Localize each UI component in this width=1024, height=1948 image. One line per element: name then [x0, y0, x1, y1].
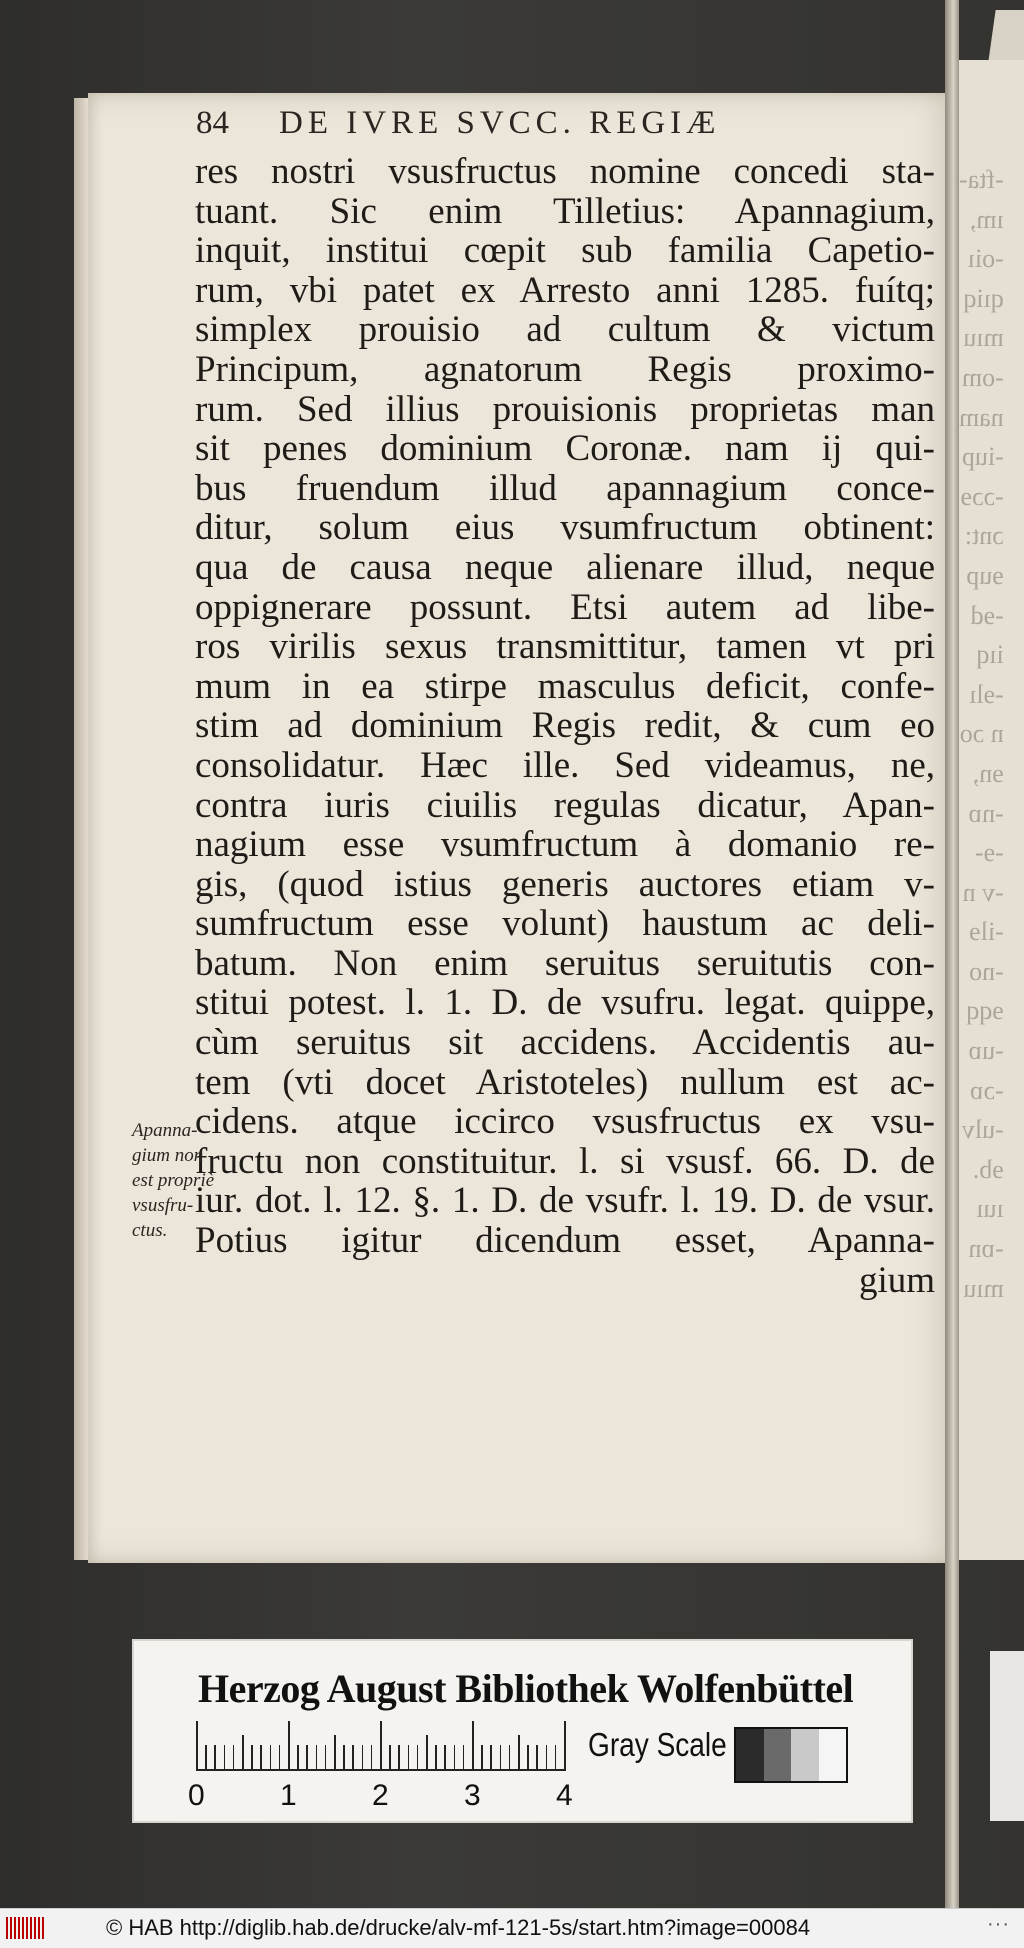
ruler-number: 3	[464, 1779, 481, 1812]
facing-page-fragment: -ɘlı	[969, 679, 1004, 709]
ruler-tick	[518, 1735, 520, 1771]
hab-logo-icon	[6, 1917, 46, 1939]
text-line: Potius igitur dicendum esset, Apanna-	[195, 1220, 935, 1262]
ruler-tick	[527, 1745, 529, 1771]
ruler-tick	[389, 1745, 391, 1771]
ruler-tick	[555, 1745, 557, 1771]
facing-page-fragment: nam	[959, 402, 1004, 432]
ruler-tick	[490, 1745, 492, 1771]
ruler-tick	[214, 1745, 216, 1771]
ruler-number: 4	[556, 1779, 573, 1812]
colorbar-title: Herzog August Bibliothek Wolfenbüttel	[198, 1666, 854, 1711]
ruler-tick	[371, 1745, 373, 1771]
ruler-tick	[509, 1745, 511, 1771]
facing-page-text	[959, 160, 1010, 1308]
page-edge	[74, 98, 88, 1560]
ruler-tick	[297, 1745, 299, 1771]
ruler-tick	[352, 1745, 354, 1771]
ruler-tick	[444, 1745, 446, 1771]
facing-page-fragment: -ulv	[961, 1115, 1004, 1145]
facing-page-fragment: ıuı	[976, 1194, 1004, 1224]
text-line: inquit, institui cœpit sub familia Capetio-	[195, 230, 935, 272]
facing-page-fragment: -uɒ	[968, 1036, 1004, 1066]
page-number: 84	[196, 105, 229, 141]
facing-page-fragment: -ɘd	[970, 600, 1004, 630]
facing-colorbar-edge	[990, 1651, 1024, 1821]
text-line: sit penes dominium Coronæ. nam ij qui-	[195, 428, 935, 470]
more-options-icon[interactable]: ···	[987, 1913, 1010, 1935]
ruler-tick	[564, 1721, 566, 1771]
facing-page-fragment: -v n	[962, 877, 1004, 907]
facing-page-fragment: -fta-	[959, 165, 1004, 194]
text-line: iur. dot. l. 12. §. 1. D. de vsufr. l. 19. D. de vsur.	[195, 1180, 935, 1222]
ruler-number: 1	[280, 1779, 297, 1812]
grayscale-swatch	[791, 1729, 819, 1781]
facing-page-fragment: -no	[969, 956, 1004, 986]
grayscale-swatch	[764, 1729, 792, 1781]
text-line: rum, vbi patet ex Arresto anni 1285. fuítq;	[195, 269, 935, 311]
facing-page-fragment: iıq	[976, 640, 1004, 670]
ruler-tick	[481, 1745, 483, 1771]
text-line: stitui potest. l. 1. D. de vsufru. legat. quippe,	[195, 982, 935, 1024]
grayscale-label: Gray Scale	[588, 1726, 727, 1763]
facing-page-fragment: -ilɘ	[969, 917, 1004, 947]
marginal-note-line: gium non	[132, 1145, 204, 1166]
text-line: Principum, agnatorum Regis proximo-	[195, 348, 935, 390]
facing-page-fragment: ɘup	[966, 560, 1004, 590]
ruler-tick	[196, 1721, 198, 1771]
text-line: sumfructum esse volunt) haustum ac deli-	[195, 903, 935, 945]
facing-page-fragment: ım,	[969, 204, 1004, 234]
ruler-number: 0	[188, 1779, 205, 1812]
text-line: nagium esse vsumfructum à domanio re-	[195, 824, 935, 866]
text-line: stim ad dominium Regis redit, & cum eo	[195, 705, 935, 747]
text-line: cidens. atque iccirco vsusfructus ex vsu-	[195, 1101, 935, 1143]
ruler-tick	[306, 1745, 308, 1771]
ruler-tick	[500, 1745, 502, 1771]
facing-page-fragment: -iup	[961, 442, 1004, 472]
ruler-tick	[251, 1745, 253, 1771]
ruler-tick	[205, 1745, 207, 1771]
facing-page-fragment: ɘb.	[972, 1154, 1004, 1184]
ruler-tick	[380, 1721, 382, 1771]
text-line: tuant. Sic enim Tilletius: Apannagium,	[195, 190, 935, 232]
marginal-note-line: ctus.	[132, 1220, 168, 1241]
text-line: batum. Non enim seruitus seruitutis con-	[195, 942, 935, 984]
ruler-scale	[188, 1721, 573, 1812]
body-text	[195, 152, 935, 1300]
running-head	[196, 105, 721, 142]
facing-page-fragment: -ɘ-	[974, 838, 1004, 868]
grayscale-swatches	[734, 1727, 848, 1783]
text-line: cùm seruitus sit accidens. Accidentis au-	[195, 1022, 935, 1064]
ruler-tick	[472, 1721, 474, 1771]
ruler-number: 2	[372, 1779, 389, 1812]
ruler-tick	[224, 1745, 226, 1771]
facing-page-fragment: ɔnt:	[964, 521, 1004, 551]
text-line: qua de causa neque alienare illud, neque	[195, 546, 935, 588]
ruler-tick	[288, 1721, 290, 1771]
attribution-link[interactable]: © HAB http://diglib.hab.de/drucke/alv-mf-121-5s/start.htm?image=00084	[106, 1915, 811, 1940]
ruler-tick	[536, 1745, 538, 1771]
facing-page-fragment: -ɔɔɘ	[960, 481, 1004, 511]
ruler-tick	[233, 1745, 235, 1771]
text-line: consolidatur. Hæc ille. Sed videamus, ne,	[195, 744, 935, 786]
text-line: tem (vti docet Aristoteles) nullum est ac-	[195, 1061, 935, 1103]
ruler-tick	[343, 1745, 345, 1771]
marginal-note-line: vsusfru-	[132, 1195, 194, 1216]
text-line: rum. Sed illius prouisionis proprietas man	[195, 388, 935, 430]
text-line: oppignerare possunt. Etsi autem ad libe-	[195, 586, 935, 628]
ruler-tick	[260, 1745, 262, 1771]
text-line: bus fruendum illud apannagium conce-	[195, 467, 935, 509]
text-line: gium	[858, 1259, 935, 1301]
ruler-tick	[454, 1745, 456, 1771]
ruler-tick	[546, 1745, 548, 1771]
ruler-tick	[463, 1745, 465, 1771]
facing-page-fragment: -nɒ	[968, 798, 1004, 828]
text-line: gis, (quod istius generis auctores etiam v-	[195, 863, 935, 905]
facing-page-fragment: -oiı	[967, 244, 1004, 274]
ruler-tick	[426, 1735, 428, 1771]
facing-page-fragment: -ɒn	[968, 1234, 1004, 1264]
marginal-note-line: est propriè	[132, 1170, 215, 1191]
text-line: ros virilis sexus transmittitur, tamen vt pri	[195, 626, 935, 668]
ruler-tick	[334, 1735, 336, 1771]
grayscale-swatch	[819, 1729, 847, 1781]
ruler-tick	[325, 1745, 327, 1771]
ruler-tick	[362, 1745, 364, 1771]
ruler-tick	[417, 1745, 419, 1771]
ruler-tick	[435, 1745, 437, 1771]
viewer-footer	[0, 1908, 1024, 1948]
text-line: contra iuris ciuilis regulas dicatur, Apan-	[195, 784, 935, 826]
facing-page-fragment: mıu	[963, 323, 1004, 353]
facing-page-fragment: qıiq	[963, 283, 1004, 313]
color-calibration-bar	[134, 1641, 911, 1821]
facing-page-fragment: ɘqq	[966, 996, 1004, 1026]
running-head-title: DE IVRE SVCC. REGIÆ	[279, 105, 721, 141]
ruler-tick	[242, 1735, 244, 1771]
facing-page-fragment: mıu	[963, 1273, 1004, 1303]
book-gutter	[945, 0, 959, 1908]
ruler-tick	[270, 1745, 272, 1771]
ruler-tick	[279, 1745, 281, 1771]
facing-page	[959, 60, 1024, 1560]
ruler-tick	[408, 1745, 410, 1771]
text-line: ditur, solum eius vsumfructum obtinent:	[195, 507, 935, 549]
facing-page-fragment: ɘn,	[972, 758, 1004, 788]
facing-page-fragment: -om	[961, 362, 1004, 392]
facing-page-fragment: n ɔo	[959, 719, 1004, 749]
text-line: mum in ea stirpe masculus deficit, confe-	[195, 665, 935, 707]
text-line: res nostri vsusfructus nomine concedi sta-	[195, 151, 935, 192]
marginal-note	[132, 1118, 262, 1243]
marginal-note-line: Apanna-	[132, 1120, 198, 1141]
ruler-tick	[316, 1745, 318, 1771]
grayscale-swatch	[736, 1729, 764, 1781]
text-line: simplex prouisio ad cultum & victum	[195, 309, 935, 351]
facing-page-fragment: -ɔɒ	[969, 1075, 1004, 1105]
text-line: fructu non constituitur. l. si vsusf. 66. D. de	[195, 1140, 935, 1182]
ruler-tick	[398, 1745, 400, 1771]
